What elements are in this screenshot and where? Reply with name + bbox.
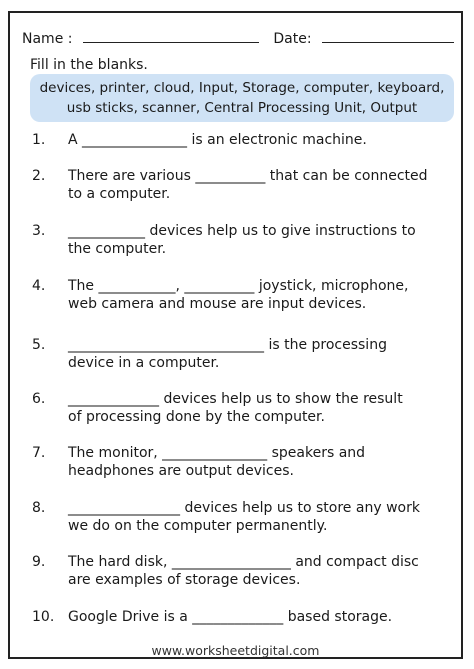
question-number: 8. bbox=[32, 500, 46, 516]
date-blank-line bbox=[322, 30, 454, 43]
question-number: 1. bbox=[32, 132, 46, 148]
question-text: of processing done by the computer. bbox=[68, 409, 325, 425]
question-text: the computer. bbox=[68, 241, 167, 257]
question-text: There are various __________ that can be connected bbox=[68, 168, 428, 184]
word-bank-line-1: devices, printer, cloud, Input, Storage, computer, keyboard, bbox=[39, 80, 445, 96]
word-bank bbox=[30, 74, 454, 122]
question-number: 2. bbox=[32, 168, 46, 184]
question-number: 3. bbox=[32, 223, 46, 239]
question-number: 7. bbox=[32, 445, 46, 461]
question-text: ____________________________ is the processing bbox=[68, 337, 387, 353]
header-row bbox=[22, 30, 454, 47]
question-number: 5. bbox=[32, 337, 46, 353]
question-text: ___________ devices help us to give instructions to bbox=[68, 223, 416, 239]
word-bank-line-2: usb sticks, scanner, Central Processing Unit, Output bbox=[66, 100, 418, 116]
question-text: The hard disk, _________________ and compact disc bbox=[68, 554, 419, 570]
question-text: _____________ devices help us to show the result bbox=[68, 391, 403, 407]
question-text: A _______________ is an electronic machine. bbox=[68, 132, 367, 148]
footer-url: www.worksheetdigital.com bbox=[151, 643, 320, 658]
question-number: 4. bbox=[32, 278, 46, 294]
question-number: 10. bbox=[32, 609, 55, 625]
question-text: headphones are output devices. bbox=[68, 463, 294, 479]
name-label: Name : bbox=[22, 31, 73, 47]
question-text: The ___________, __________ joystick, microphone, bbox=[68, 278, 409, 294]
question-text: The monitor, _______________ speakers and bbox=[68, 445, 366, 461]
question-text: web camera and mouse are input devices. bbox=[68, 296, 367, 312]
question-text: device in a computer. bbox=[68, 355, 220, 371]
instructions: Fill in the blanks. bbox=[30, 57, 148, 73]
date-label: Date: bbox=[273, 31, 312, 47]
question-text: we do on the computer permanently. bbox=[68, 518, 328, 534]
question-text: ________________ devices help us to store any work bbox=[68, 500, 420, 516]
question-number: 6. bbox=[32, 391, 46, 407]
question-text: Google Drive is a _____________ based storage. bbox=[68, 609, 393, 625]
question-number: 9. bbox=[32, 554, 46, 570]
worksheet-page bbox=[8, 11, 463, 659]
name-blank-line bbox=[83, 30, 259, 43]
question-text: to a computer. bbox=[68, 186, 171, 202]
question-text: are examples of storage devices. bbox=[68, 572, 301, 588]
